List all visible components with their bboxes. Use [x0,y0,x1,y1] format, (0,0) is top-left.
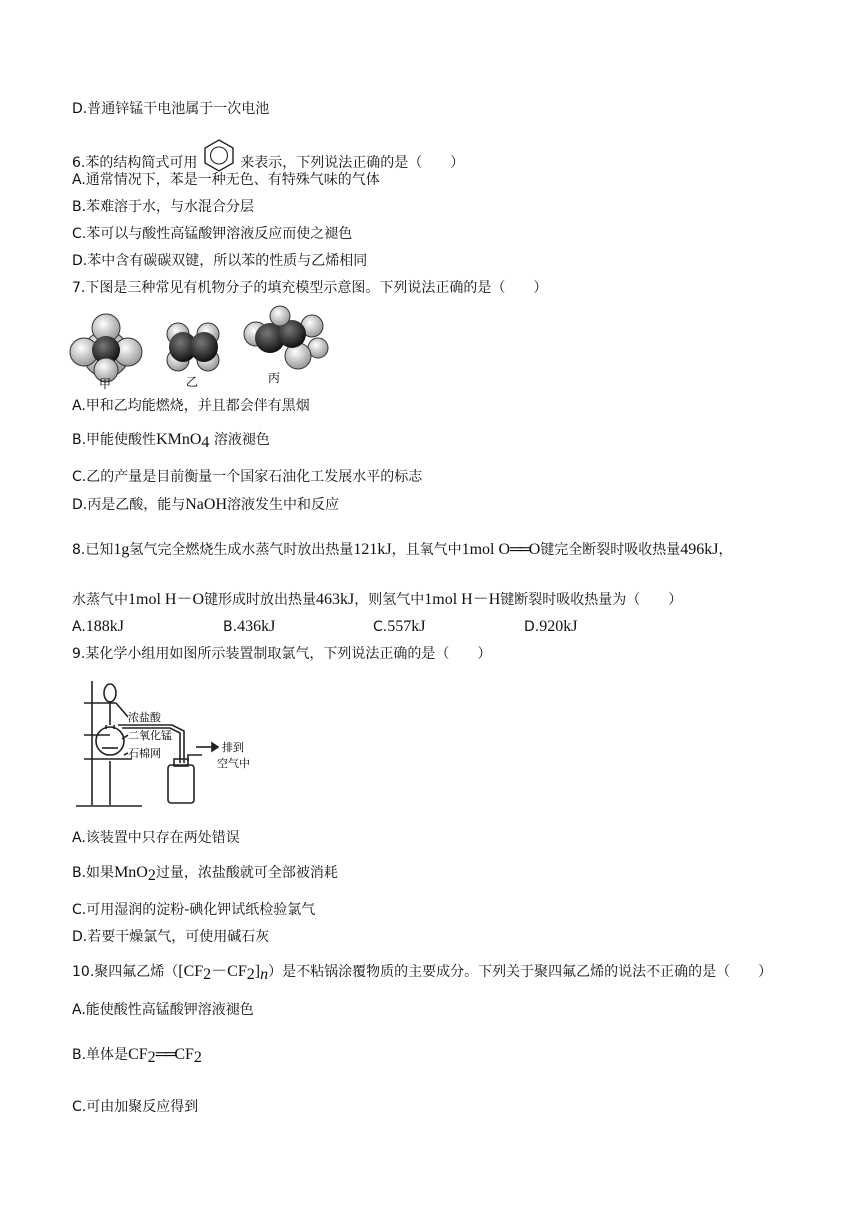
kmno4-subscript: 4 [201,434,210,451]
q7-option-d-suffix: 溶液发生中和反应 [227,497,339,513]
q9-option-b [72,864,338,882]
q9-option-a: A.该装置中只存在两处错误 [72,830,240,846]
ptfe-sub-2: 2 [246,966,255,983]
methane-model [70,314,142,382]
q7-option-a: A.甲和乙均能燃烧，并且都会伴有黑烟 [72,398,310,414]
kmno4-formula: KMnO [156,431,202,448]
q7-option-d [72,496,339,514]
q8-option-d-letter: D. [524,619,540,635]
q8-option-b-value: 436kJ [237,618,276,635]
ptfe-cf-1: CF [183,963,204,980]
q8-text-9: 键断裂时吸收热量为（ ） [500,592,683,608]
label-into-air: 空气中 [217,757,250,770]
monomer-sub-1: 2 [147,1049,156,1066]
label-vent-to: 排到 [222,741,244,754]
q8-mass: 1g [113,541,130,558]
third-molecule-model [244,306,328,369]
q7-option-c: C.乙的产量是目前衡量一个国家石油化工发展水平的标志 [72,469,423,485]
mno2-formula: MnO [114,864,148,881]
monomer-cf-1: CF [128,1046,148,1063]
double-bond-icon: ══ [510,541,529,558]
q8-text-6: 水蒸气中 [72,592,128,608]
q5-option-d: D.普通锌锰干电池属于一次电池 [72,101,270,117]
q8-hh-bond: 1mol H－H [424,591,501,608]
q8-text-4: 键完全断裂时吸收热量 [540,542,681,558]
q8-heat-1: 121kJ [353,541,392,558]
q7-option-b-text: B.甲能使酸性 [72,432,157,448]
q10-stem-part1: 10.聚四氟乙烯（ [72,964,179,980]
q9-option-d: D.若要干燥氯气，可使用碱石灰 [72,929,270,945]
q8-heat-3: 463kJ [316,591,355,608]
q7-option-d-text: D.丙是乙酸，能与 [72,497,186,513]
monomer-cf-2: CF [174,1046,194,1063]
chlorine-apparatus-figure [72,673,272,813]
q10-stem-part2: ）是不粘锅涂覆物质的主要成分。下列关于聚四氟乙烯的说法不正确的是（ ） [268,964,773,980]
q6-stem-part1: 6.苯的结构简式可用 [72,155,198,171]
q8-heat-2: 496kJ [680,541,719,558]
mno2-subscript: 2 [147,867,156,884]
q10-option-a: A.能使酸性高锰酸钾溶液褪色 [72,1002,254,1018]
q10-stem [72,963,772,981]
label-mno2: 二氧化锰 [128,729,172,742]
q9-stem: 9.某化学小组用如图所示装置制取氯气，下列说法正确的是（ ） [72,646,492,662]
model-label-bing: 丙 [268,371,281,385]
q9-option-c: C.可用湿润的淀粉-碘化钾试纸检验氯气 [72,902,316,918]
q7-option-b [72,431,270,449]
q8-option-b-letter: B. [223,619,238,635]
model-label-jia: 甲 [99,377,112,391]
q8-text-3: ，且氧气中 [391,542,462,558]
q8-text-1: 8.已知 [72,542,114,558]
q8-option-b [223,618,275,636]
molecule-models-figure [68,304,338,390]
q8-o-bond-right: O [528,541,541,558]
ptfe-n-subscript: n [260,966,269,983]
q8-ho-bond: 1mol H－O [128,591,205,608]
q7-option-b-suffix: 溶液褪色 [213,432,270,448]
q9-option-b-text: B.如果 [72,865,115,881]
q8-option-a-value: 188kJ [85,618,125,635]
q8-option-c [373,618,425,636]
q8-option-d [524,618,577,636]
q8-option-a-letter: A. [72,619,86,635]
q8-text-8: ，则氢气中 [354,592,425,608]
q8-option-c-value: 557kJ [387,618,426,635]
naoh-formula: NaOH [185,496,227,513]
benzene-ring-icon [202,138,236,172]
q8-option-c-letter: C. [373,619,388,635]
q8-text-2: 氢气完全燃烧生成水蒸气时放出热量 [129,542,354,558]
q8-option-d-value: 920kJ [539,618,578,635]
q8-stem-line2 [72,591,682,609]
q6-option-c: C.苯可以与酸性高锰酸钾溶液反应而使之褪色 [72,226,353,242]
q8-text-5: ， [718,542,733,558]
ptfe-sub-1: 2 [203,966,212,983]
q6-option-d: D.苯中含有碳碳双键，所以苯的性质与乙烯相同 [72,253,368,269]
monomer-sub-2: 2 [193,1049,202,1066]
q8-option-a [72,618,124,636]
q10-option-b-text: B.单体是 [72,1047,129,1063]
q8-text-7: 键形成时放出热量 [204,592,317,608]
ethylene-model [167,323,219,371]
q7-stem: 7.下图是三种常见有机物分子的填充模型示意图。下列说法正确的是（ ） [72,280,548,296]
q10-option-b [72,1046,202,1064]
q6-stem-part2: 来表示，下列说法正确的是（ ） [240,155,465,171]
q9-option-b-suffix: 过量，浓盐酸就可全部被消耗 [155,865,338,881]
model-label-yi: 乙 [186,375,199,389]
double-bond-icon-2: ══ [155,1046,175,1063]
q8-stem-line1 [72,541,733,559]
label-conc-hcl: 浓盐酸 [128,711,161,724]
q10-option-c: C.可由加聚反应得到 [72,1099,199,1115]
ptfe-cf-2: －CF [211,963,247,980]
q6-option-a: A.通常情况下，苯是一种无色、有特殊气味的气体 [72,172,380,188]
polymer-bracket-left-icon: [ [178,963,184,980]
q8-o-bond-left: 1mol O [461,541,511,558]
label-asbestos-net: 石棉网 [128,747,161,760]
q6-option-b: B.苯难溶于水，与水混合分层 [72,199,255,215]
polymer-bracket-right-icon: ] [254,963,261,980]
